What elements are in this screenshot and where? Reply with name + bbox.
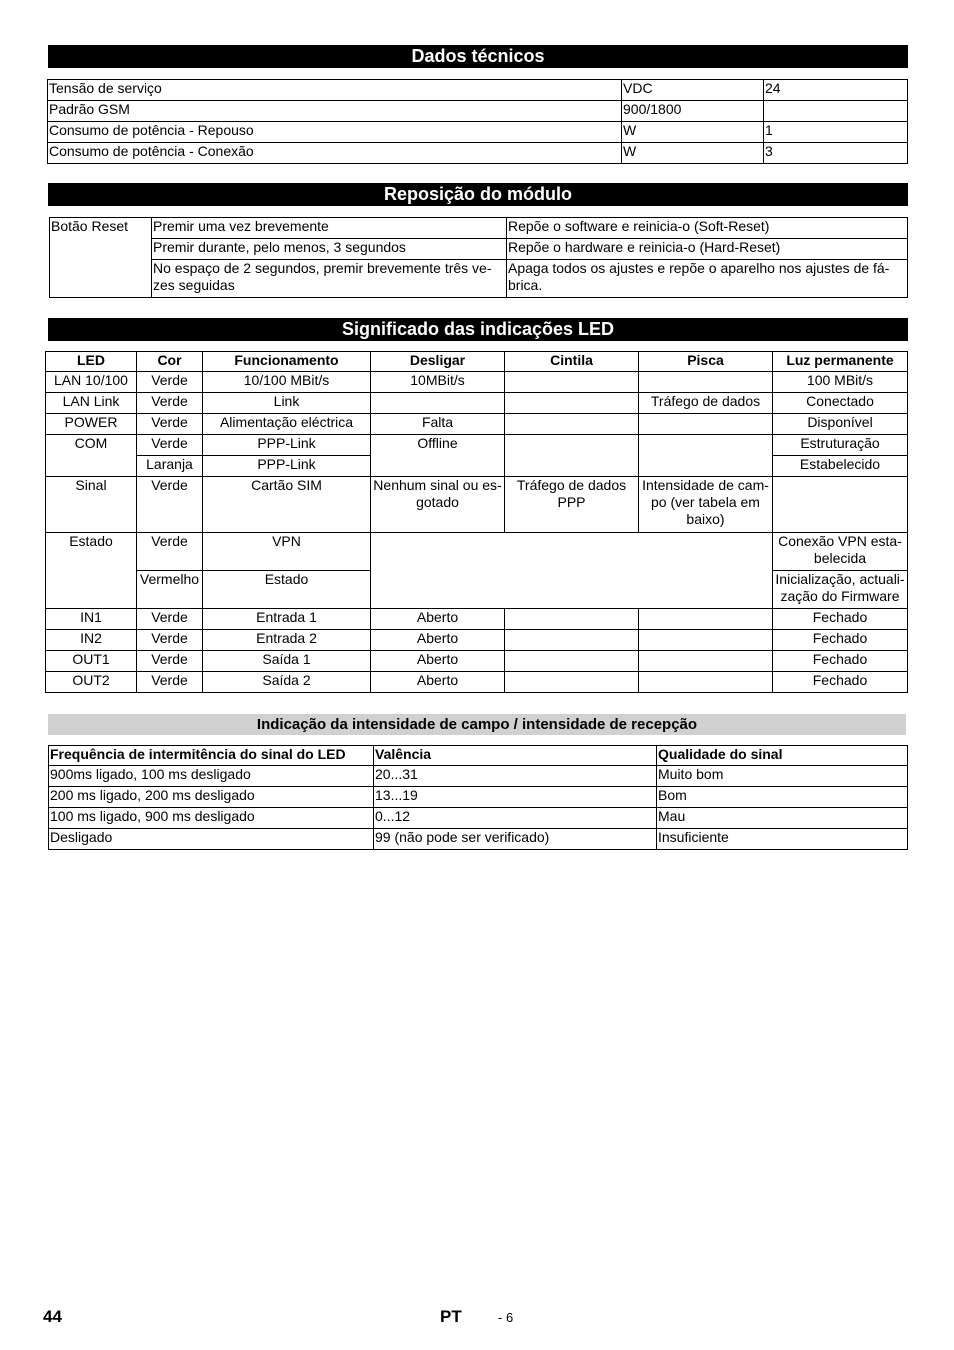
section-title-campo: Indicação da intensidade de campo / intensidade de recepção	[48, 714, 906, 735]
led-off: Offline	[371, 435, 505, 477]
led-name: LAN Link	[46, 393, 137, 414]
page-number: 44	[43, 1307, 62, 1326]
led-function: Saída 1	[203, 651, 371, 672]
reset-result: Apaga todos os ajustes e repõe o aparelho nos ajustes de fá-brica.	[507, 260, 908, 298]
campo-cell: 0...12	[374, 808, 657, 829]
campo-cell: Muito bom	[657, 766, 908, 787]
led-permanent	[773, 477, 908, 533]
campo-cell: Desligado	[49, 829, 374, 850]
led-function: PPP-Link	[203, 456, 371, 477]
campo-column-header: Frequência de intermitência do sinal do LED	[49, 746, 374, 766]
table-row	[46, 630, 908, 651]
dados-cell: Tensão de serviço	[48, 80, 622, 101]
led-off: Aberto	[371, 609, 505, 630]
dados-cell: Consumo de potência - Repouso	[48, 122, 622, 143]
led-color: Verde	[137, 393, 203, 414]
dados-cell: Consumo de potência - Conexão	[48, 143, 622, 164]
led-function: Alimentação eléctrica	[203, 414, 371, 435]
reset-result: Repõe o hardware e reinicia-o (Hard-Reset)	[507, 239, 908, 260]
led-color: Verde	[137, 672, 203, 693]
led-blink	[639, 414, 773, 435]
led-off: Nenhum sinal ou es-gotado	[371, 477, 505, 533]
led-table	[45, 351, 908, 693]
table-row	[46, 609, 908, 630]
dados-cell: W	[622, 143, 764, 164]
led-function: 10/100 MBit/s	[203, 372, 371, 393]
led-column-header: Cor	[137, 352, 203, 372]
led-permanent: 100 MBit/s	[773, 372, 908, 393]
campo-cell: 20...31	[374, 766, 657, 787]
led-blink: Intensidade de cam-po (ver tabela em baixo)	[639, 477, 773, 533]
page-sub-number: - 6	[498, 1310, 514, 1325]
campo-cell: 900ms ligado, 100 ms desligado	[49, 766, 374, 787]
led-name: OUT1	[46, 651, 137, 672]
section-title-dados: Dados técnicos	[48, 45, 908, 68]
campo-cell: 99 (não pode ser verificado)	[374, 829, 657, 850]
table-row	[46, 651, 908, 672]
led-function: Saída 2	[203, 672, 371, 693]
campo-cell: 100 ms ligado, 900 ms desligado	[49, 808, 374, 829]
section-title-reset: Reposição do módulo	[48, 183, 908, 206]
led-color: Verde	[137, 435, 203, 456]
led-blink	[639, 672, 773, 693]
led-color: Verde	[137, 630, 203, 651]
reset-action: No espaço de 2 segundos, premir brevemente três ve-zes seguidas	[152, 260, 507, 298]
led-flicker	[505, 393, 639, 414]
dados-cell: 1	[764, 122, 908, 143]
led-function: Entrada 2	[203, 630, 371, 651]
dados-cell: Padrão GSM	[48, 101, 622, 122]
table-row	[46, 477, 908, 533]
table-row	[46, 672, 908, 693]
dados-table	[47, 79, 908, 164]
table-row	[49, 787, 908, 808]
led-color: Vermelho	[137, 571, 203, 609]
led-column-header: Luz permanente	[773, 352, 908, 372]
campo-cell: Insuficiente	[657, 829, 908, 850]
led-permanent: Fechado	[773, 630, 908, 651]
led-color: Verde	[137, 372, 203, 393]
led-permanent: Estruturação	[773, 435, 908, 456]
led-off: Falta	[371, 414, 505, 435]
led-permanent: Estabelecido	[773, 456, 908, 477]
led-column-header: Pisca	[639, 352, 773, 372]
led-name: Sinal	[46, 477, 137, 533]
led-off: Aberto	[371, 651, 505, 672]
led-flicker	[505, 372, 639, 393]
led-color: Verde	[137, 609, 203, 630]
led-column-header: Cintila	[505, 352, 639, 372]
led-name: IN1	[46, 609, 137, 630]
led-cell	[371, 533, 773, 609]
led-permanent: Conexão VPN esta-belecida	[773, 533, 908, 571]
reset-table	[49, 217, 908, 298]
led-name: POWER	[46, 414, 137, 435]
led-name: OUT2	[46, 672, 137, 693]
led-permanent: Fechado	[773, 672, 908, 693]
led-color: Laranja	[137, 456, 203, 477]
led-cell	[505, 435, 639, 477]
led-flicker: Tráfego de dados PPP	[505, 477, 639, 533]
led-column-header: Desligar	[371, 352, 505, 372]
led-flicker	[505, 672, 639, 693]
led-permanent: Conectado	[773, 393, 908, 414]
table-row	[46, 372, 908, 393]
table-row	[46, 414, 908, 435]
led-permanent: Fechado	[773, 609, 908, 630]
table-row	[49, 766, 908, 787]
campo-column-header: Valência	[374, 746, 657, 766]
led-name: IN2	[46, 630, 137, 651]
reset-action: Premir uma vez brevemente	[152, 218, 507, 239]
table-row	[48, 101, 908, 122]
led-cell	[639, 435, 773, 477]
led-off: Aberto	[371, 672, 505, 693]
led-column-header: LED	[46, 352, 137, 372]
led-column-header: Funcionamento	[203, 352, 371, 372]
language-code: PT	[440, 1307, 462, 1326]
campo-cell: Mau	[657, 808, 908, 829]
campo-cell: 13...19	[374, 787, 657, 808]
led-blink	[639, 609, 773, 630]
reset-action: Premir durante, pelo menos, 3 segundos	[152, 239, 507, 260]
led-flicker	[505, 651, 639, 672]
led-off: Aberto	[371, 630, 505, 651]
led-blink	[639, 630, 773, 651]
campo-column-header: Qualidade do sinal	[657, 746, 908, 766]
table-row	[48, 143, 908, 164]
led-function: Cartão SIM	[203, 477, 371, 533]
led-flicker	[505, 609, 639, 630]
reset-label: Botão Reset	[50, 218, 152, 298]
table-row	[48, 122, 908, 143]
led-permanent: Disponível	[773, 414, 908, 435]
dados-cell: 3	[764, 143, 908, 164]
led-name: COM	[46, 435, 137, 477]
led-name: Estado	[46, 533, 137, 609]
led-function: VPN	[203, 533, 371, 571]
led-color: Verde	[137, 414, 203, 435]
led-flicker	[505, 630, 639, 651]
campo-cell: Bom	[657, 787, 908, 808]
dados-cell: 24	[764, 80, 908, 101]
led-permanent: Inicialização, actuali-zação do Firmware	[773, 571, 908, 609]
led-function: PPP-Link	[203, 435, 371, 456]
led-blink: Tráfego de dados	[639, 393, 773, 414]
led-flicker	[505, 414, 639, 435]
led-permanent: Fechado	[773, 651, 908, 672]
dados-cell: 900/1800	[622, 101, 764, 122]
dados-cell: W	[622, 122, 764, 143]
led-function: Link	[203, 393, 371, 414]
campo-cell: 200 ms ligado, 200 ms desligado	[49, 787, 374, 808]
led-color: Verde	[137, 533, 203, 571]
led-blink	[639, 651, 773, 672]
section-title-led: Significado das indicações LED	[48, 318, 908, 341]
dados-cell	[764, 101, 908, 122]
dados-cell: VDC	[622, 80, 764, 101]
led-function: Estado	[203, 571, 371, 609]
led-color: Verde	[137, 651, 203, 672]
led-off	[371, 393, 505, 414]
table-row	[49, 808, 908, 829]
led-off: 10MBit/s	[371, 372, 505, 393]
led-color: Verde	[137, 477, 203, 533]
table-row	[48, 80, 908, 101]
led-function: Entrada 1	[203, 609, 371, 630]
reset-result: Repõe o software e reinicia-o (Soft-Reset)	[507, 218, 908, 239]
led-blink	[639, 372, 773, 393]
table-row	[49, 829, 908, 850]
led-name: LAN 10/100	[46, 372, 137, 393]
campo-table	[48, 745, 908, 850]
table-row	[46, 393, 908, 414]
